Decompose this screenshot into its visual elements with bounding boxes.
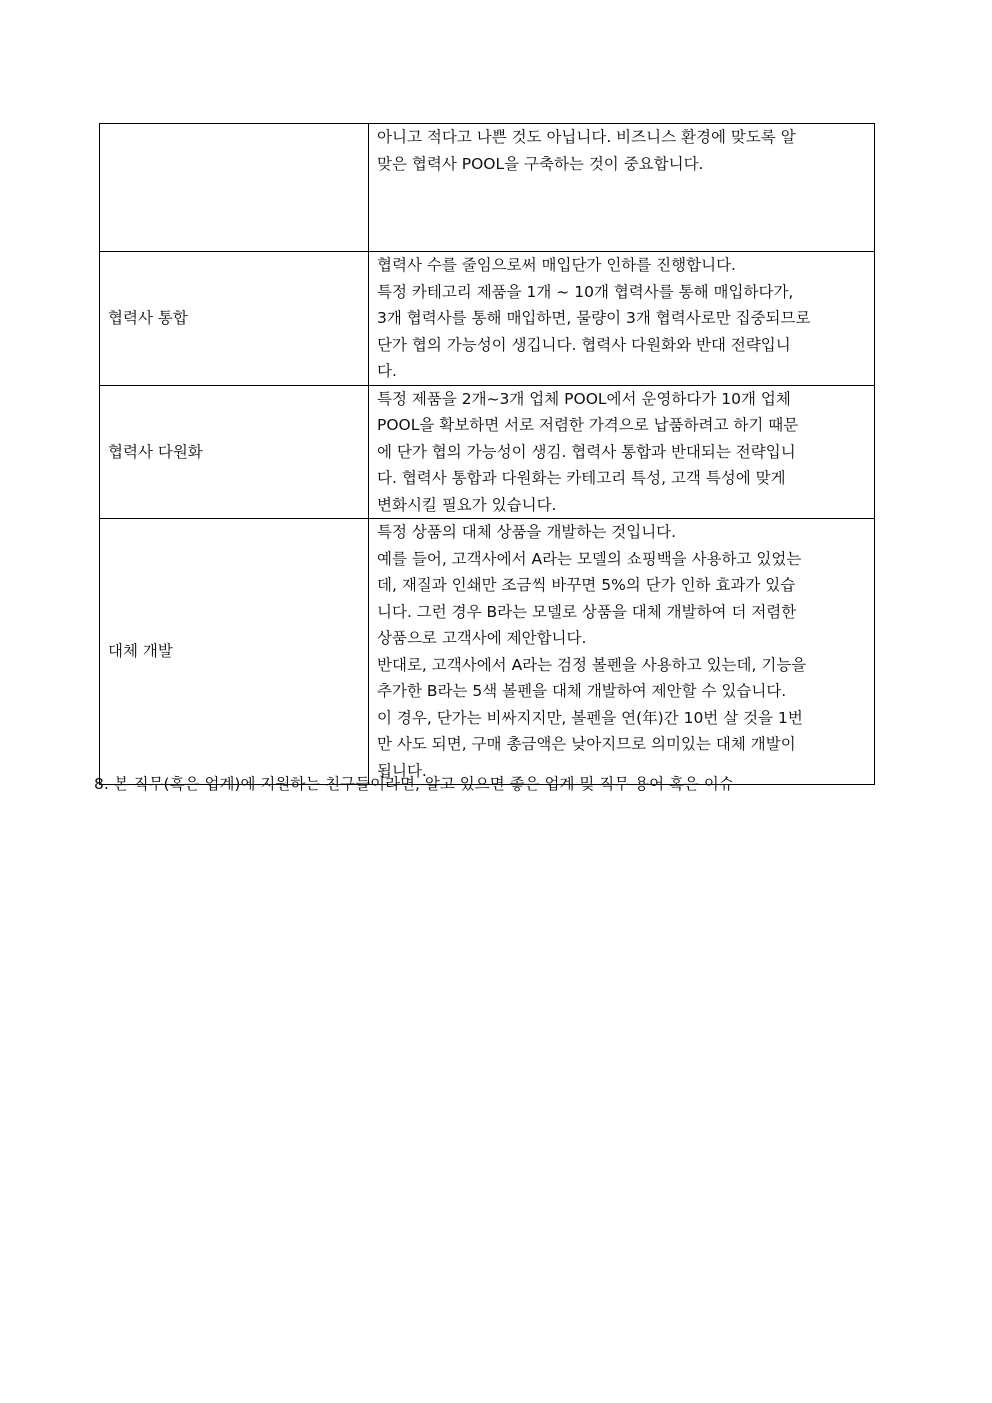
- description-line: 특정 상품의 대체 상품을 개발하는 것입니다.: [377, 523, 677, 541]
- description-line: 데, 재질과 인쇄만 조금씩 바꾸면 5%의 단가 인하 효과가 있습: [377, 576, 796, 594]
- description-line: 다. 협력사 통합과 다원화는 카테고리 특성, 고객 특성에 맞게: [377, 469, 786, 487]
- row-label: 협력사 통합: [100, 252, 369, 386]
- row-description: [369, 252, 875, 386]
- description-line: 니다. 그런 경우 B라는 모델로 상품을 대체 개발하여 더 저렴한: [377, 602, 797, 621]
- description-line: 맞은 협력사 POOL을 구축하는 것이 중요합니다.: [377, 154, 704, 173]
- description-line: 이 경우, 단가는 비싸지지만, 볼펜을 연(年)간 10번 살 것을 1번: [377, 708, 803, 727]
- description-line: 아니고 적다고 나쁜 것도 아닙니다. 비즈니스 환경에 맞도록 알: [377, 128, 796, 146]
- row-description: [369, 519, 875, 785]
- row-description: [369, 124, 875, 252]
- description-line: 추가한 B라는 5색 볼펜을 대체 개발하여 제안할 수 있습니다.: [377, 682, 787, 700]
- description-line: 단가 협의 가능성이 생깁니다. 협력사 다원화와 반대 전략입니: [377, 335, 791, 354]
- content-table: [99, 123, 875, 785]
- description-line: 특정 카테고리 제품을 1개 ~ 10개 협력사를 통해 매입하다가,: [377, 282, 794, 301]
- description-line: 반대로, 고객사에서 A라는 검정 볼펜을 사용하고 있는데, 기능을: [377, 655, 807, 674]
- table-row: [100, 124, 875, 252]
- row-label: 대체 개발: [100, 519, 369, 785]
- description-line: 만 사도 되면, 구매 총금액은 낮아지므로 의미있는 대체 개발이: [377, 735, 796, 753]
- table-row: [100, 519, 875, 785]
- description-line: 협력사 수를 줄임으로써 매입단가 인하를 진행합니다.: [377, 256, 736, 274]
- row-label: 협력사 다원화: [100, 385, 369, 519]
- table-row: [100, 252, 875, 386]
- description-line: 변화시킬 필요가 있습니다.: [377, 495, 557, 514]
- description-line: 다.: [377, 362, 397, 380]
- description-line: 3개 협력사를 통해 매입하면, 물량이 3개 협력사로만 집중되므로: [377, 309, 811, 327]
- description-line: 에 단가 협의 가능성이 생김. 협력사 통합과 반대되는 전략입니: [377, 442, 796, 461]
- description-line: POOL을 확보하면 서로 저렴한 가격으로 납품하려고 하기 때문: [377, 416, 799, 434]
- description-line: 상품으로 고객사에 제안합니다.: [377, 629, 587, 647]
- table-row: [100, 385, 875, 519]
- description-line: 예를 들어, 고객사에서 A라는 모델의 쇼핑백을 사용하고 있었는: [377, 549, 802, 568]
- section-heading: 8. 본 직무(혹은 업계)에 지원하는 친구들이라면, 알고 있으면 좋은 업계 및 직무 용어 혹은 이슈: [94, 775, 734, 793]
- row-label: [100, 124, 369, 252]
- row-description: [369, 385, 875, 519]
- description-line: 됩니다.: [377, 761, 427, 780]
- description-line: 특정 제품을 2개~3개 업체 POOL에서 운영하다가 10개 업체: [377, 389, 791, 408]
